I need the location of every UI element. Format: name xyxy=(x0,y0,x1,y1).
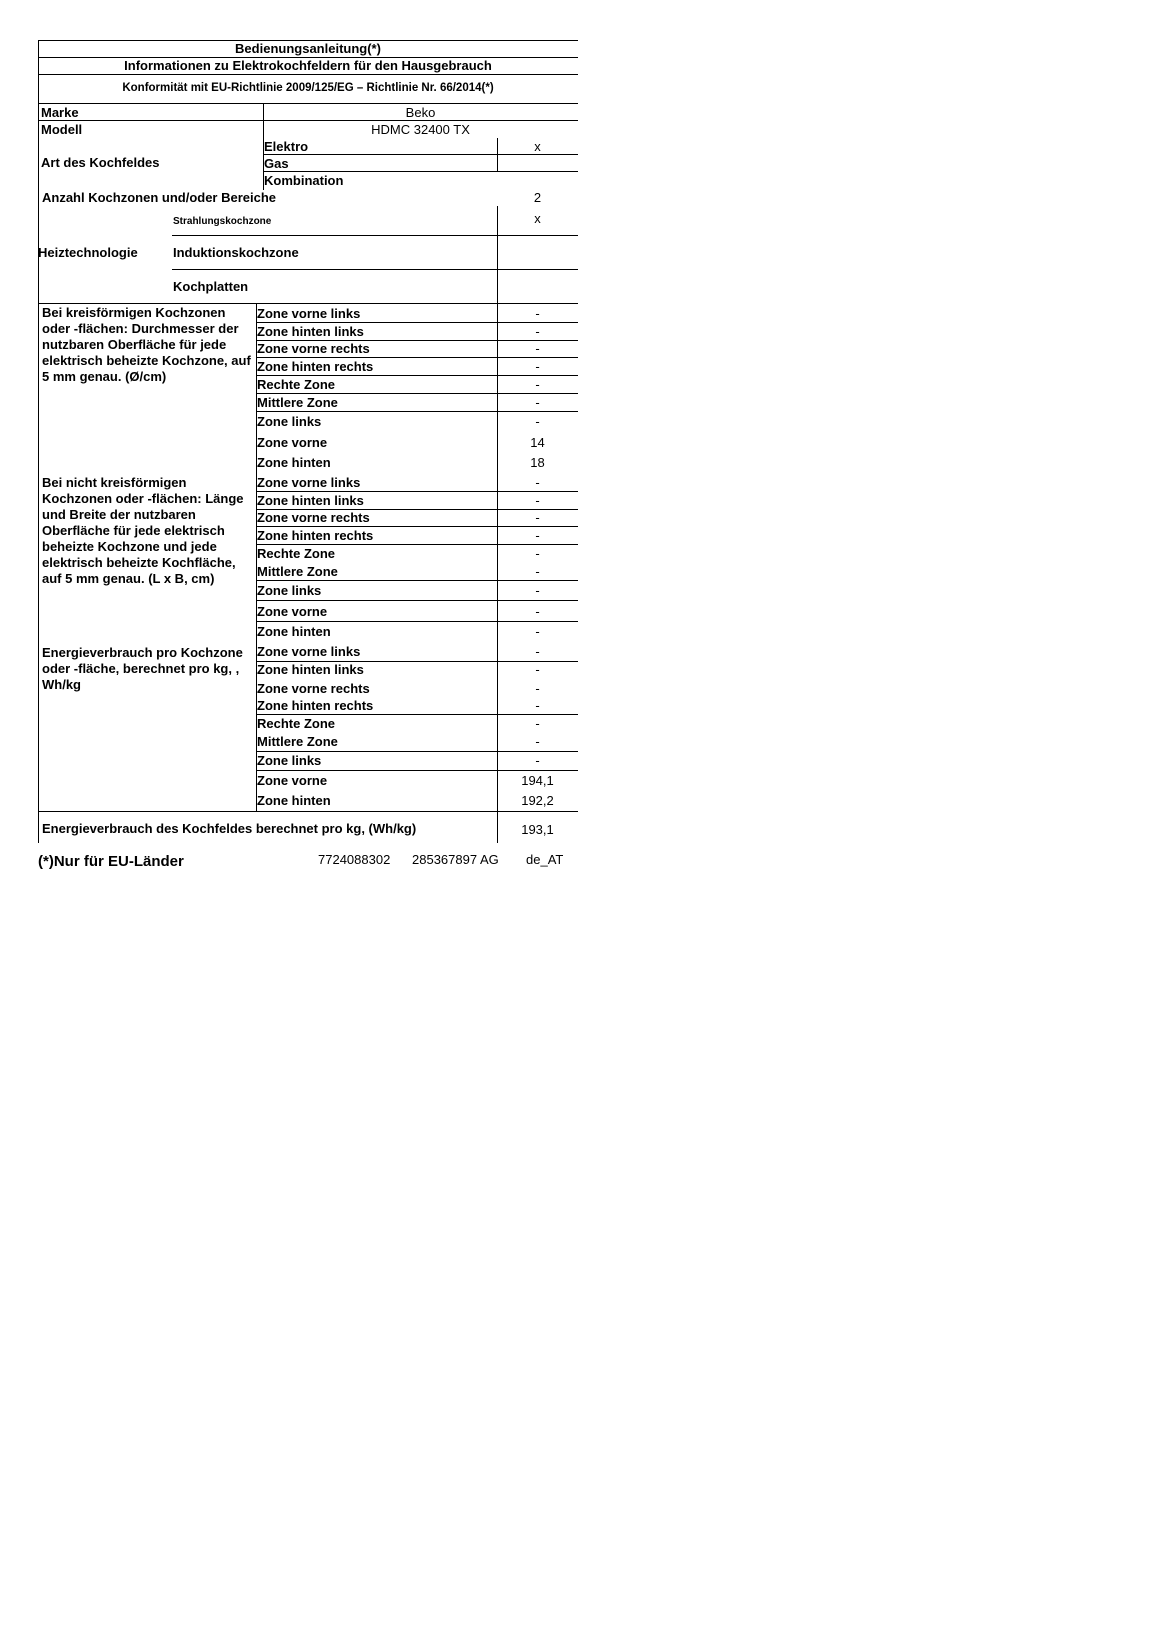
zone-value: - xyxy=(535,359,540,374)
zone-label: Zone hinten links xyxy=(257,662,364,677)
zone-value: - xyxy=(535,341,540,356)
rule xyxy=(38,74,578,75)
rule xyxy=(263,171,578,172)
zone-value: - xyxy=(535,324,540,339)
zone-value: - xyxy=(535,662,540,677)
footer-note: (*)Nur für EU-Länder xyxy=(38,853,184,870)
rule xyxy=(172,269,578,270)
type-combination-label: Kombination xyxy=(264,173,344,188)
section-diameter-label: Bei kreisförmigen Kochzonen oder -flächen: Durchmesser der nutzbaren Oberfläche für jede elektrisch beheizte Kochzone, auf 5 mm genau. (Ø/cm) xyxy=(42,305,251,384)
zone-label: Zone vorne xyxy=(257,604,328,619)
type-label: Art des Kochfeldes xyxy=(41,155,160,170)
zone-label: Zone hinten rechts xyxy=(257,698,374,713)
heating-radiant-label: Strahlungskochzone xyxy=(173,216,272,227)
brand-label: Marke xyxy=(41,105,79,120)
zone-value: - xyxy=(535,306,540,321)
zone-label: Zone vorne xyxy=(257,435,328,450)
table-border-left xyxy=(38,40,39,815)
zone-label: Zone hinten rechts xyxy=(257,528,374,543)
heating-radiant-value: x xyxy=(534,211,541,226)
zone-label: Zone hinten rechts xyxy=(257,359,374,374)
zone-value: 194,1 xyxy=(521,773,554,788)
type-gas-label: Gas xyxy=(264,156,289,171)
zone-value: 14 xyxy=(530,435,545,450)
zone-value: - xyxy=(535,681,540,696)
zone-label: Zone links xyxy=(257,414,322,429)
zone-label: Zone vorne links xyxy=(257,306,361,321)
rule xyxy=(38,103,578,104)
rule xyxy=(256,751,578,752)
type-electric-label: Elektro xyxy=(264,139,309,154)
brand-value: Beko xyxy=(405,105,436,120)
zone-label: Zone hinten xyxy=(257,624,331,639)
rule xyxy=(256,411,578,412)
conformity-line: Konformität mit EU-Richtlinie 2009/125/EG – Richtlinie Nr. 66/2014(*) xyxy=(122,82,494,94)
rule xyxy=(256,375,578,376)
zone-value: - xyxy=(535,698,540,713)
section-dimensions-label: Bei nicht kreisförmigen Kochzonen oder -flächen: Länge und Breite der nutzbaren Oberfläche für jede elektrisch beheizte Kochzone und jede elektrisch beheizte Kochfläche, auf 5 mm genau. (L x B, cm) xyxy=(42,475,244,586)
zone-value: - xyxy=(535,604,540,619)
zone-value: 192,2 xyxy=(521,793,554,808)
rule xyxy=(256,322,578,323)
zone-value: 18 xyxy=(530,455,545,470)
rule xyxy=(38,120,578,121)
zone-label: Rechte Zone xyxy=(257,546,336,561)
zone-value: - xyxy=(535,493,540,508)
zone-value: - xyxy=(535,644,540,659)
rule xyxy=(256,544,578,545)
zone-label: Zone links xyxy=(257,753,322,768)
heating-induction-label: Induktionskochzone xyxy=(173,245,299,260)
zone-label: Rechte Zone xyxy=(257,377,336,392)
zone-value: - xyxy=(535,377,540,392)
zone-label: Zone vorne rechts xyxy=(257,681,370,696)
rule xyxy=(256,714,578,715)
document-title: Bedienungsanleitung(*) xyxy=(235,41,381,56)
rule xyxy=(256,600,578,601)
rule xyxy=(256,770,578,771)
zone-label: Zone vorne links xyxy=(257,644,361,659)
zone-value: - xyxy=(535,510,540,525)
rule xyxy=(256,621,578,622)
rule xyxy=(256,357,578,358)
heating-label: Heiztechnologie xyxy=(38,245,138,260)
zone-label: Zone hinten links xyxy=(257,324,364,339)
footer-code-1: 7724088302 xyxy=(318,852,391,867)
rule xyxy=(256,526,578,527)
zone-label: Mittlere Zone xyxy=(257,564,338,579)
model-label: Modell xyxy=(41,122,83,137)
zone-value: - xyxy=(535,395,540,410)
zone-label: Zone vorne links xyxy=(257,475,361,490)
rule xyxy=(263,154,578,155)
zone-value: - xyxy=(535,734,540,749)
model-value: HDMC 32400 TX xyxy=(371,122,470,137)
zone-value: - xyxy=(535,716,540,731)
footer-code-2: 285367897 AG xyxy=(412,852,499,867)
rule xyxy=(172,235,578,236)
zones-count-value: 2 xyxy=(533,190,542,205)
rule xyxy=(256,393,578,394)
zone-value: - xyxy=(535,753,540,768)
zone-label: Zone vorne rechts xyxy=(257,341,370,356)
zone-label: Mittlere Zone xyxy=(257,395,338,410)
zone-value: - xyxy=(535,583,540,598)
zone-label: Zone vorne xyxy=(257,773,328,788)
zone-value: - xyxy=(535,528,540,543)
zone-value: - xyxy=(535,414,540,429)
zone-label: Zone hinten links xyxy=(257,493,364,508)
table-border-left xyxy=(38,811,39,843)
type-electric-value: x xyxy=(534,139,541,154)
zone-value: - xyxy=(535,546,540,561)
zone-label: Zone links xyxy=(257,583,322,598)
total-value: 193,1 xyxy=(521,822,554,837)
zone-label: Rechte Zone xyxy=(257,716,336,731)
zone-value: - xyxy=(535,564,540,579)
rule xyxy=(256,491,578,492)
total-label: Energieverbrauch des Kochfeldes berechnet pro kg, (Wh/kg) xyxy=(42,821,417,836)
rule xyxy=(256,580,578,581)
zone-label: Zone hinten xyxy=(257,793,331,808)
zone-label: Zone hinten xyxy=(257,455,331,470)
zones-count-label: Anzahl Kochzonen und/oder Bereiche xyxy=(42,190,277,205)
document-subtitle: Informationen zu Elektrokochfeldern für den Hausgebrauch xyxy=(124,58,492,73)
zone-value: - xyxy=(535,624,540,639)
footer-locale: de_AT xyxy=(526,852,564,867)
zone-label: Mittlere Zone xyxy=(257,734,338,749)
heating-plates-label: Kochplatten xyxy=(173,279,249,294)
section-energy-label: Energieverbrauch pro Kochzone oder -fläche, berechnet pro kg, , Wh/kg xyxy=(42,645,243,692)
zone-label: Zone vorne rechts xyxy=(257,510,370,525)
zone-value: - xyxy=(535,475,540,490)
